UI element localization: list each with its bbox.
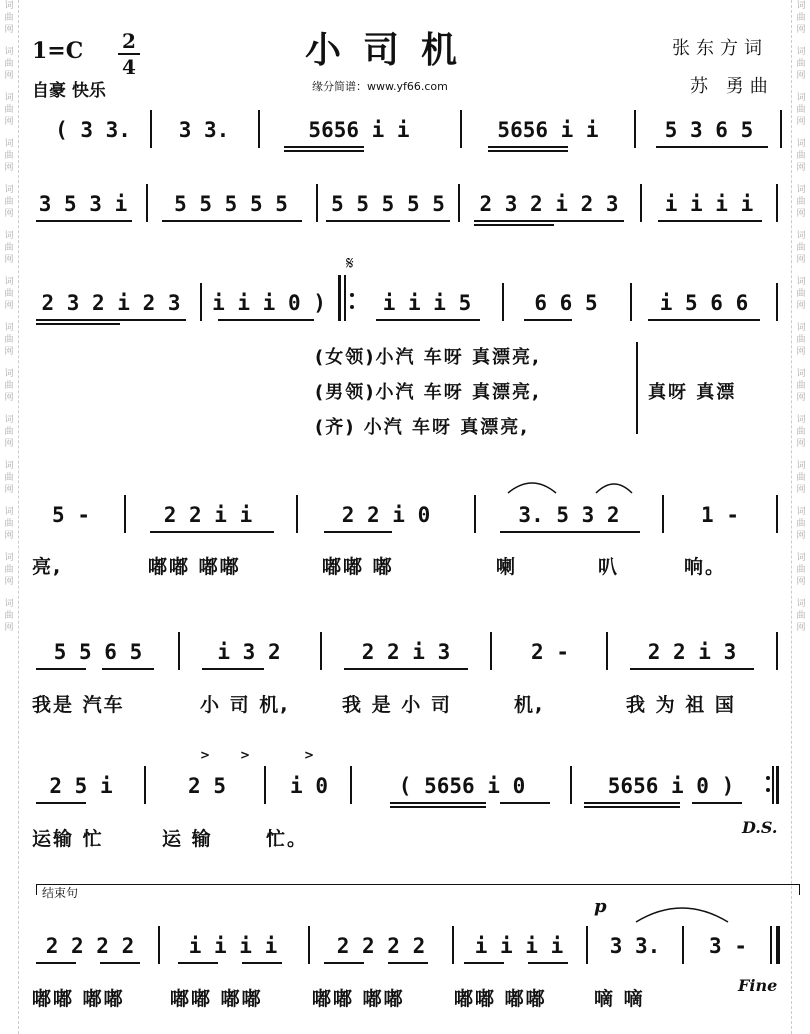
watermark-char: 网 <box>796 531 806 541</box>
measure: i 5 6 6 <box>659 291 749 315</box>
watermark-char: 词 <box>796 507 806 517</box>
watermark-char: 曲 <box>4 519 14 529</box>
watermark-char: 网 <box>796 577 806 587</box>
tie-arc <box>632 902 732 926</box>
measure: i i i 5 <box>382 291 472 315</box>
watermark-char: 网 <box>4 623 14 633</box>
lyric: 响。 <box>684 556 727 578</box>
verse-line-3: (齐) 小汽 车呀 真漂亮, <box>315 417 530 438</box>
measure: i 0 <box>290 774 328 798</box>
watermark-char: 网 <box>4 347 14 357</box>
watermark-char: 词 <box>796 553 806 563</box>
watermark-char: 网 <box>796 393 806 403</box>
watermark-char: 网 <box>4 163 14 173</box>
watermark-char: 曲 <box>4 289 14 299</box>
staff-system-3 <box>28 253 788 323</box>
lyric: 嘟嘟 嘟 <box>322 556 394 578</box>
measure: i 3 2 <box>217 640 281 664</box>
watermark-char: 词 <box>796 461 806 471</box>
watermark-char: 词 <box>796 47 806 57</box>
watermark-char: 词 <box>4 599 14 609</box>
watermark-char: 曲 <box>796 565 806 575</box>
lyric: 嘟嘟 嘟嘟 <box>148 556 241 578</box>
watermark-char: 词 <box>796 323 806 333</box>
measure: i i i i <box>188 934 278 958</box>
lyric: 我 为 祖 国 <box>626 694 736 716</box>
measure: 2 2 i 3 <box>647 640 737 664</box>
lyric: 嘟嘟 嘟嘟 <box>32 988 125 1010</box>
measure: ( 3 3. <box>55 118 131 142</box>
lyric: 机, <box>514 694 545 716</box>
measure: 2 2 2 2 <box>336 934 426 958</box>
watermark-char: 网 <box>4 531 14 541</box>
watermark-char: 词 <box>4 139 14 149</box>
watermark-char: 词 <box>4 323 14 333</box>
watermark-char: 网 <box>4 393 14 403</box>
watermark-char: 网 <box>4 439 14 449</box>
watermark-char: 曲 <box>4 59 14 69</box>
watermark-char: 词 <box>4 553 14 563</box>
watermark-char: 曲 <box>796 197 806 207</box>
watermark-char: 词 <box>4 93 14 103</box>
measure: 5 5 6 5 <box>53 640 143 664</box>
staff-system-5 <box>28 632 788 672</box>
lyric: 忙。 <box>266 828 309 850</box>
watermark-char: 词 <box>4 507 14 517</box>
watermark-char: 网 <box>4 117 14 127</box>
watermark-char: 词 <box>4 461 14 471</box>
key-signature: 1=C <box>32 38 84 64</box>
staff-system-2 <box>28 184 788 224</box>
composer: 苏 勇曲 <box>690 76 774 97</box>
watermark-char: 网 <box>796 71 806 81</box>
watermark-char: 曲 <box>796 151 806 161</box>
watermark-char: 曲 <box>4 473 14 483</box>
song-title: 小司机 <box>305 29 480 71</box>
lyric: 嘟嘟 嘟嘟 <box>170 988 263 1010</box>
watermark-char: 词 <box>796 185 806 195</box>
watermark-char: 网 <box>796 485 806 495</box>
watermark-char: 网 <box>4 209 14 219</box>
measure: 1 - <box>701 503 739 527</box>
lyric: 运输 忙 <box>32 828 104 850</box>
measure: 5 3 6 5 <box>664 118 754 142</box>
watermark-char: 曲 <box>796 335 806 345</box>
time-signature <box>118 30 140 78</box>
tempo-marking: 自豪 快乐 <box>32 81 106 101</box>
measure: 5656 i 0 ) <box>607 774 735 798</box>
watermark-char: 曲 <box>4 565 14 575</box>
watermark-char: 曲 <box>4 381 14 391</box>
watermark-char: 网 <box>4 301 14 311</box>
slur-marks <box>504 477 654 497</box>
watermark-char: 词 <box>796 369 806 379</box>
measure: 2 2 i 0 <box>341 503 431 527</box>
watermark-char: 词 <box>796 415 806 425</box>
staff-system-4 <box>28 495 788 535</box>
measure: 2 5 i <box>49 774 113 798</box>
measure: i i i i <box>474 934 564 958</box>
watermark-char: 曲 <box>796 611 806 621</box>
measure: 2 5 <box>188 774 226 798</box>
lyric: 嘀 嘀 <box>594 988 645 1010</box>
watermark-char: 曲 <box>796 519 806 529</box>
watermark-char: 曲 <box>4 197 14 207</box>
segno-sign: 𝄋 <box>346 253 354 274</box>
lyric: 喇 <box>496 556 518 578</box>
measure: 2 2 i 3 <box>361 640 451 664</box>
watermark-char: 网 <box>796 347 806 357</box>
watermark-char: 词 <box>4 277 14 287</box>
lyricist: 张东方词 <box>672 38 768 59</box>
watermark-char: 网 <box>796 301 806 311</box>
measure: 6 6 5 <box>534 291 598 315</box>
dynamic-piano: p <box>594 896 607 917</box>
watermark-char: 网 <box>796 25 806 35</box>
lyric: 叭 <box>598 556 620 578</box>
measure: ( 5656 i 0 <box>398 774 526 798</box>
lyric: 小 司 机, <box>200 694 290 716</box>
lyric: 嘟嘟 嘟嘟 <box>312 988 405 1010</box>
watermark-char: 网 <box>4 485 14 495</box>
watermark-char: 词 <box>4 369 14 379</box>
watermark-char: 词 <box>4 47 14 57</box>
watermark-right <box>791 0 810 1034</box>
verse-tail: 真呀 真漂 <box>648 382 737 403</box>
watermark-char: 网 <box>796 255 806 265</box>
watermark-char: 曲 <box>4 427 14 437</box>
staff-system-7 <box>28 896 788 995</box>
watermark-char: 词 <box>4 1 14 11</box>
watermark-left <box>0 0 19 1034</box>
watermark-char: 网 <box>796 117 806 127</box>
watermark-char: 网 <box>796 209 806 219</box>
time-bottom: 4 <box>122 55 136 79</box>
watermark-char: 曲 <box>796 381 806 391</box>
watermark-char: 网 <box>4 577 14 587</box>
measure: 2 2 2 2 <box>45 934 135 958</box>
watermark-char: 曲 <box>4 335 14 345</box>
lyric: 我是 汽车 <box>32 694 125 716</box>
measure: 5656 i i <box>308 118 410 142</box>
watermark-char: 网 <box>4 25 14 35</box>
staff-system-1 <box>28 110 788 150</box>
watermark-char: 词 <box>796 599 806 609</box>
watermark-char: 词 <box>796 93 806 103</box>
measure: 2 3 2 i 2 3 <box>479 192 619 216</box>
fine-mark: Fine <box>738 976 778 995</box>
watermark-char: 网 <box>796 163 806 173</box>
watermark-char: 曲 <box>796 289 806 299</box>
watermark-char: 曲 <box>796 105 806 115</box>
watermark-char: 词 <box>796 231 806 241</box>
watermark-char: 词 <box>4 185 14 195</box>
measure: 2 3 2 i 2 3 <box>41 291 181 315</box>
watermark-char: 曲 <box>4 105 14 115</box>
measure: 3 5 3 i <box>38 192 128 216</box>
measure: 2 - <box>531 640 569 664</box>
watermark-char: 网 <box>796 623 806 633</box>
watermark-char: 曲 <box>796 427 806 437</box>
ending-label: 结束句 <box>42 886 79 900</box>
watermark-char: 词 <box>4 231 14 241</box>
time-top: 2 <box>122 29 136 53</box>
watermark-char: 曲 <box>796 59 806 69</box>
measure: 5 5 5 5 5 <box>174 192 288 216</box>
watermark-char: 曲 <box>4 243 14 253</box>
watermark-char: 词 <box>796 277 806 287</box>
watermark-char: 网 <box>796 439 806 449</box>
staff-system-6: > > > 2 5 i 2 5 i 0 ( 5656 i 0 5656 i 0 ) <box>28 766 788 806</box>
measure: 3 - <box>709 934 747 958</box>
measure: 5 - <box>52 503 90 527</box>
measure: 2 2 i i <box>163 503 253 527</box>
measure: i i i 0 ) <box>212 291 326 315</box>
lyric: 运 输 <box>162 828 213 850</box>
verse-line-1: (女领)小汽 车呀 真漂亮, <box>315 347 541 368</box>
measure: i i i i <box>664 192 754 216</box>
source-site: 缘分简谱：www.yf66.com <box>312 80 448 93</box>
watermark-char: 曲 <box>796 473 806 483</box>
watermark-char: 词 <box>796 139 806 149</box>
watermark-char: 曲 <box>796 13 806 23</box>
watermark-char: 曲 <box>4 151 14 161</box>
lyric: 嘟嘟 嘟嘟 <box>454 988 547 1010</box>
watermark-char: 网 <box>4 255 14 265</box>
verse-line-2: (男领)小汽 车呀 真漂亮, <box>315 382 541 403</box>
watermark-char: 曲 <box>4 611 14 621</box>
watermark-char: 词 <box>796 1 806 11</box>
measure: 5 5 5 5 5 <box>331 192 445 216</box>
measure: 3 3. <box>609 934 661 958</box>
measure: 5656 i i <box>497 118 599 142</box>
measure: 3 3. <box>178 118 230 142</box>
lyric: 亮, <box>32 556 63 578</box>
ending-bracket <box>36 884 800 895</box>
watermark-char: 曲 <box>4 13 14 23</box>
watermark-char: 曲 <box>796 243 806 253</box>
measure: 3. 5 3 2 <box>518 503 620 527</box>
watermark-char: 词 <box>4 415 14 425</box>
watermark-char: 网 <box>4 71 14 81</box>
lyric: 我 是 小 司 <box>342 694 452 716</box>
da-segno-mark: D.S. <box>742 818 778 837</box>
